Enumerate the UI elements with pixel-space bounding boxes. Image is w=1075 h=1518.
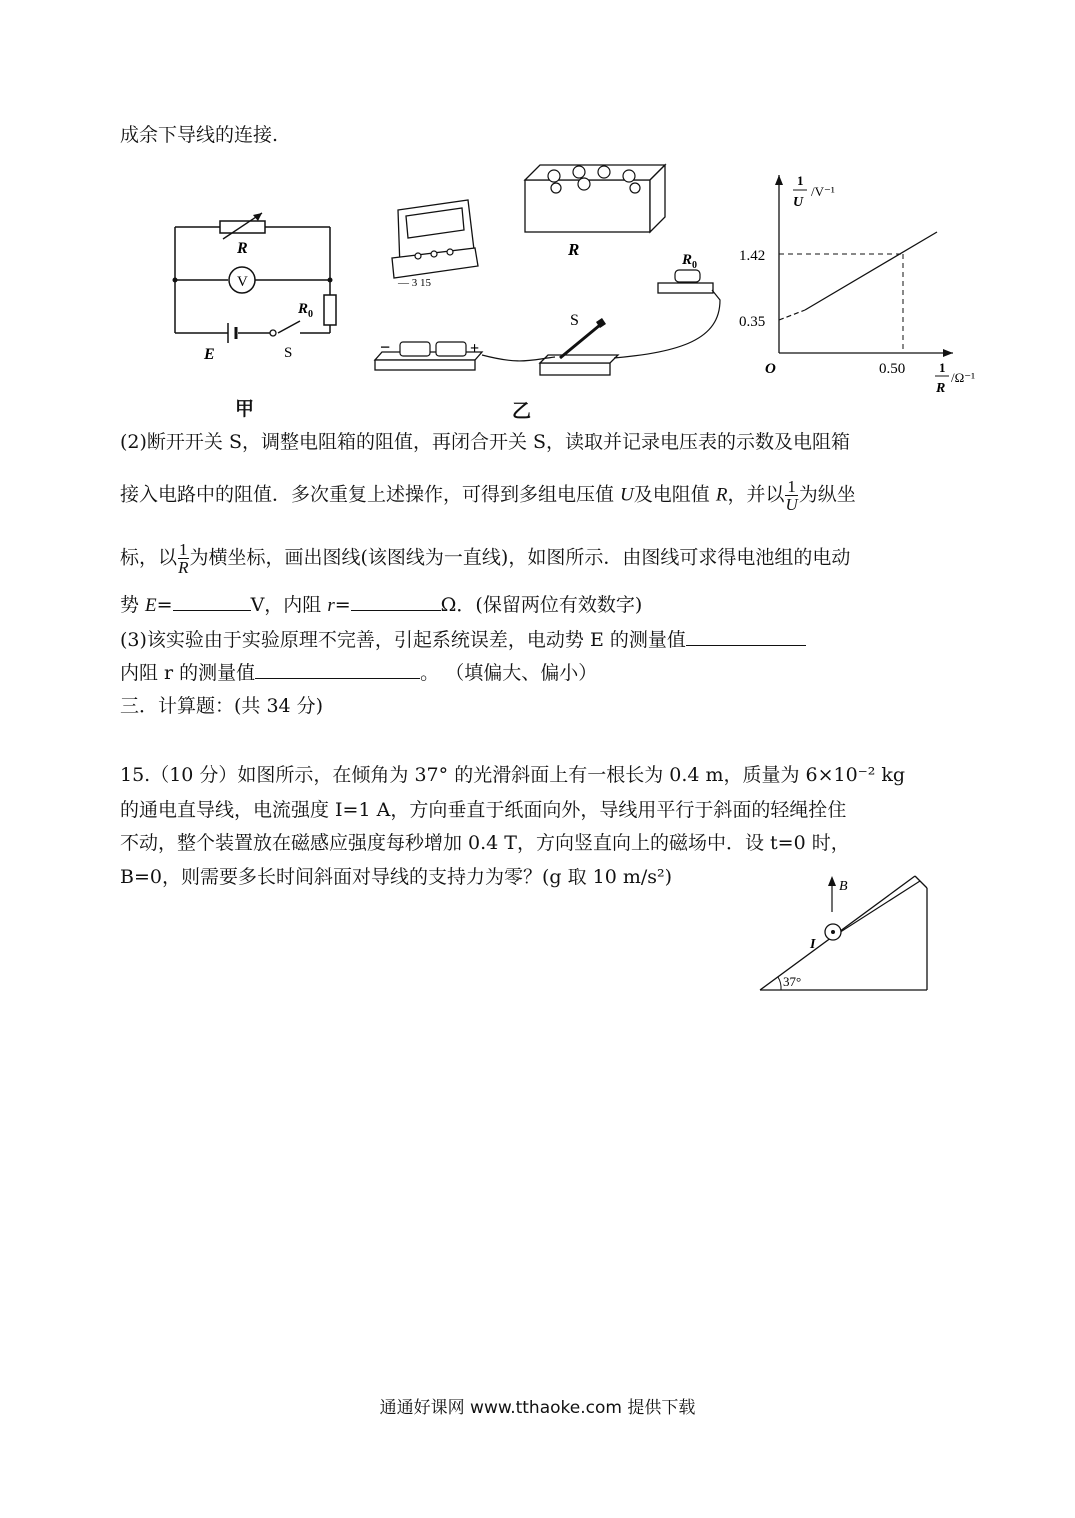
circuit-e-label: E bbox=[204, 346, 215, 363]
q2-line3: 标，以 $\frac{1}{R}$ 为横坐标，画出图线(该图线为一直线)，如图所示．由图线可求得电池组的电动 bbox=[120, 540, 851, 577]
intro-line: 成余下导线的连接. bbox=[120, 124, 279, 146]
footer: 通通好课网 www.tthaoke.com 提供下载 bbox=[379, 1398, 696, 1418]
switch-s-label: S bbox=[570, 312, 579, 329]
incline-diagram bbox=[755, 868, 935, 996]
q2-line4: 势 E= V，内阻 r= Ω．(保留两位有效数字) bbox=[120, 594, 643, 616]
q15-line4: B=0，则需要多长时间斜面对导线的支持力为零？(g 取 10 m/s²) bbox=[120, 866, 673, 888]
battery-minus-label: − bbox=[380, 337, 391, 357]
q3-line2: 内阻 r 的测量值 。 （填偏大、偏小） bbox=[120, 662, 598, 684]
x-axis-num: 1 bbox=[939, 360, 946, 375]
y-axis-unit: /V⁻¹ bbox=[811, 184, 835, 199]
origin-label: O bbox=[765, 361, 776, 377]
q15-line1: 15.（10 分）如图所示，在倾角为 37° 的光滑斜面上有一根长为 0.4 m，质量为 6×10⁻² kg bbox=[120, 764, 906, 786]
circuit-s-label: S bbox=[284, 345, 293, 361]
circuit-diagram-jia bbox=[160, 205, 350, 375]
circuit-r0-label: $R_0$ bbox=[298, 301, 314, 320]
x-axis-den: R bbox=[936, 381, 946, 396]
resistance-bias-blank[interactable] bbox=[255, 660, 420, 679]
y-axis-den: U bbox=[793, 195, 804, 210]
equipment-diagram-yi bbox=[370, 160, 740, 390]
equipment-r0-label: $R_0$ bbox=[682, 252, 698, 271]
caption-jia: 甲 bbox=[235, 398, 255, 420]
fraction-1-over-R: $\frac{1}{R}$ bbox=[178, 540, 189, 577]
y-axis-label: 1 bbox=[797, 173, 804, 188]
emf-bias-blank[interactable] bbox=[686, 627, 806, 646]
incline-b-label: B bbox=[839, 879, 848, 894]
circuit-r-label: R bbox=[237, 240, 248, 257]
section-3-title: 三．计算题：(共 34 分) bbox=[120, 695, 324, 717]
fraction-1-over-U: $\frac{1}{U}$ bbox=[785, 477, 798, 514]
inverse-voltage-graph bbox=[725, 170, 1000, 405]
q3-line1: (3)该实验由于实验原理不完善，引起系统误差，电动势 E 的测量值 bbox=[120, 627, 806, 653]
resistance-box-label: R bbox=[568, 240, 580, 259]
voltmeter-scale-label: — 3 15 bbox=[398, 277, 431, 289]
q15-line3: 不动，整个装置放在磁感应强度每秒增加 0.4 T，方向竖直向上的磁场中．设 t=0 时， bbox=[120, 832, 850, 854]
x-axis-unit: /Ω⁻¹ bbox=[951, 370, 976, 385]
q15-line2: 的通电直导线，电流强度 I=1 A，方向垂直于纸面向外，导线用平行于斜面的轻绳拴住 bbox=[120, 799, 847, 821]
emf-answer-blank[interactable] bbox=[173, 592, 251, 611]
y-tick-0.35: 0.35 bbox=[739, 314, 766, 330]
battery-plus-label: + bbox=[470, 340, 480, 357]
y-tick-1.42: 1.42 bbox=[739, 248, 766, 264]
incline-i-label: I bbox=[810, 937, 816, 952]
x-tick-0.50: 0.50 bbox=[879, 361, 906, 377]
q2-line1: (2)断开开关 S，调整电阻箱的阻值，再闭合开关 S，读取并记录电压表的示数及电阻箱 bbox=[120, 431, 851, 453]
caption-yi: 乙 bbox=[512, 400, 532, 422]
resistance-answer-blank[interactable] bbox=[351, 592, 441, 611]
circuit-v-label: V bbox=[237, 274, 248, 290]
incline-angle-label: 37° bbox=[783, 974, 802, 989]
q2-line2: 接入电路中的阻值．多次重复上述操作，可得到多组电压值 U及电阻值 R，并以 $\frac{1}{U}$ 为纵坐 bbox=[120, 477, 856, 514]
